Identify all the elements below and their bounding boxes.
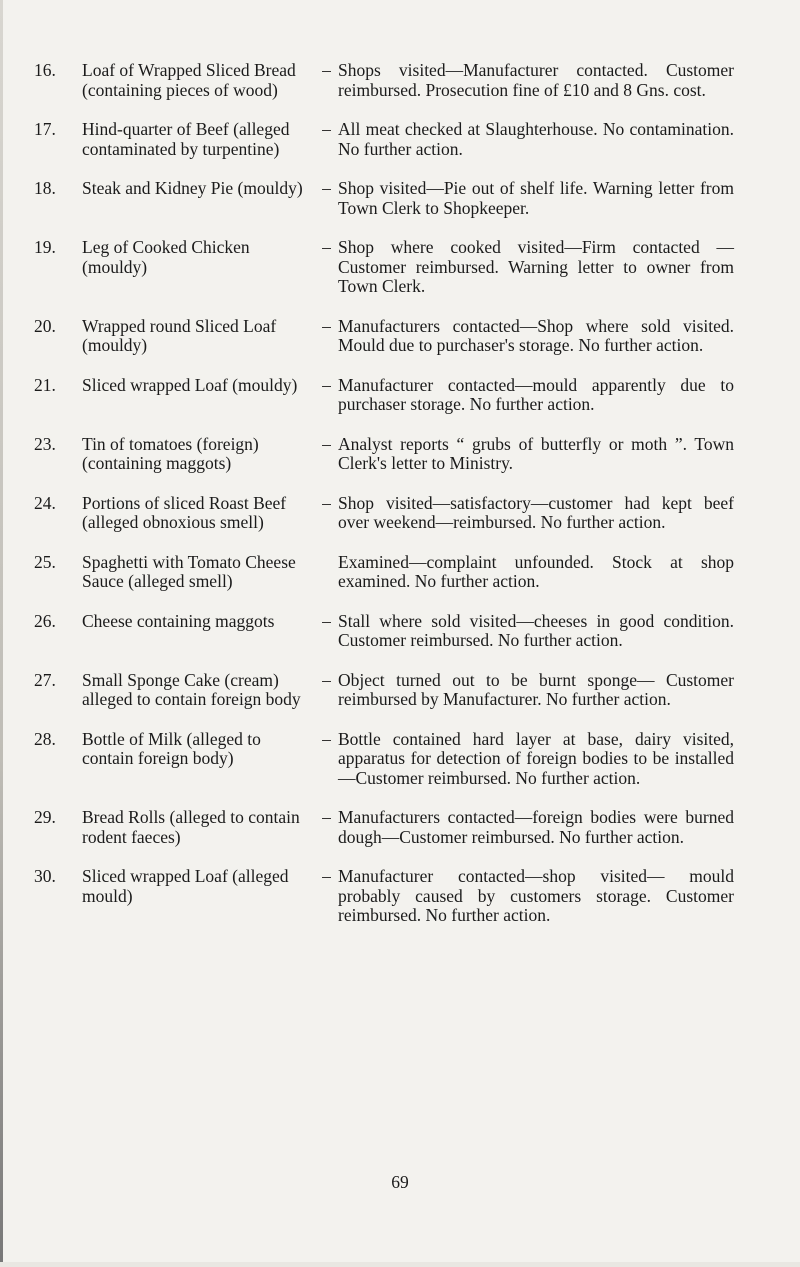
- list-item: [34, 61, 774, 100]
- entry-dash: –: [322, 315, 331, 336]
- entry-number: 17.: [34, 119, 56, 139]
- list-item: [34, 730, 774, 789]
- entry-number: 28.: [34, 728, 56, 749]
- entry-item: Bread Rolls (alleged to contain rodent faeces): [82, 807, 300, 847]
- entry-action: All meat checked at Slaughterhouse. No contamination. No further action.: [338, 119, 734, 159]
- entry-number: 16.: [34, 60, 56, 80]
- entry-action: Shop visited—Pie out of shelf life. Warning letter from Town Clerk to Shopkeeper.: [338, 178, 734, 218]
- list-item: [34, 808, 774, 847]
- entry-number: 24.: [34, 492, 56, 513]
- entry-item: Sliced wrapped Loaf (alleged mould): [82, 866, 289, 906]
- entry-dash: –: [322, 374, 331, 395]
- entry-action: Shop where cooked visited—Firm contacted —Customer reimbursed. Warning letter to owner from Town Clerk.: [338, 237, 734, 296]
- entry-dash: –: [322, 178, 331, 198]
- page-edge: [0, 0, 3, 1267]
- entry-number: 30.: [34, 866, 56, 886]
- entry-number: 20.: [34, 315, 56, 336]
- entry-dash: –: [322, 492, 331, 513]
- entry-dash: –: [322, 433, 331, 454]
- entry-item: Small Sponge Cake (cream) alleged to contain foreign body: [82, 669, 301, 709]
- entry-action: Object turned out to be burnt sponge— Customer reimbursed by Manufacturer. No further action.: [338, 669, 734, 709]
- list-item: [34, 671, 774, 710]
- list-item: [34, 553, 774, 592]
- entry-dash: –: [322, 119, 331, 139]
- entry-dash: –: [322, 60, 331, 80]
- entry-action: Shop visited—satisfactory—customer had kept beef over weekend—reimbursed. No further action.: [338, 492, 734, 532]
- entry-item: Loaf of Wrapped Sliced Bread (containing pieces of wood): [82, 60, 296, 100]
- entry-action: Manufacturer contacted—mould apparently due to purchaser storage. No further action.: [338, 374, 734, 414]
- page-bottom-edge: [0, 1262, 800, 1267]
- entry-action: Analyst reports “ grubs of butterfly or moth ”. Town Clerk's letter to Ministry.: [338, 433, 734, 473]
- entry-item: Cheese containing maggots: [82, 610, 275, 631]
- entry-number: 25.: [34, 551, 56, 572]
- entry-action: Bottle contained hard layer at base, dairy visited, apparatus for detection of foreign bodies to be installed—Customer reimbursed. No further action.: [338, 728, 734, 788]
- entry-dash: –: [322, 866, 331, 886]
- entry-number: 26.: [34, 610, 56, 631]
- entry-item: Tin of tomatoes (foreign) (containing maggots): [82, 433, 259, 473]
- list-item: [34, 317, 774, 356]
- entry-item: Spaghetti with Tomato Cheese Sauce (alleged smell): [82, 551, 296, 591]
- entry-action: Manufacturer contacted—shop visited— mould probably caused by customers storage. Customer reimbursed. No further action.: [338, 866, 734, 925]
- entry-dash: –: [322, 669, 331, 690]
- entry-number: 21.: [34, 374, 56, 395]
- entry-action: Examined—complaint unfounded. Stock at shop examined. No further action.: [338, 551, 734, 591]
- page-number: 69: [391, 1172, 409, 1192]
- list-item: [34, 867, 774, 926]
- entry-dash: –: [322, 237, 331, 257]
- list-item: [34, 179, 774, 218]
- entry-number: 23.: [34, 433, 56, 454]
- entry-number: 19.: [34, 237, 56, 257]
- entry-action: Manufacturers contacted—foreign bodies were burned dough—Customer reimbursed. No further action.: [338, 807, 734, 847]
- complaints-list: [34, 61, 774, 946]
- list-item: [34, 612, 774, 651]
- list-item: [34, 238, 774, 297]
- entry-dash: –: [322, 728, 331, 749]
- list-item: [34, 435, 774, 474]
- entry-number: 27.: [34, 669, 56, 690]
- entry-dash: –: [322, 807, 331, 827]
- entry-item: Wrapped round Sliced Loaf (mouldy): [82, 315, 277, 355]
- entry-action: Manufacturers contacted—Shop where sold visited. Mould due to purchaser's storage. No further action.: [338, 315, 734, 355]
- entry-number: 29.: [34, 807, 56, 827]
- entry-action: Shops visited—Manufacturer contacted. Customer reimbursed. Prosecution fine of £10 and 8 Gns. cost.: [338, 60, 734, 100]
- entry-item: Bottle of Milk (alleged to contain foreign body): [82, 728, 261, 768]
- entry-number: 18.: [34, 178, 56, 198]
- entry-dash: –: [322, 610, 331, 631]
- list-item: [34, 376, 774, 415]
- entry-item: Leg of Cooked Chicken (mouldy): [82, 237, 250, 277]
- entry-item: Portions of sliced Roast Beef (alleged obnoxious smell): [82, 492, 287, 532]
- entry-item: Hind-quarter of Beef (alleged contaminated by turpentine): [82, 119, 290, 159]
- entry-item: Steak and Kidney Pie (mouldy): [82, 178, 303, 198]
- entry-action: Stall where sold visited—cheeses in good condition. Customer reimbursed. No further action.: [338, 610, 734, 650]
- list-item: [34, 120, 774, 159]
- entry-item: Sliced wrapped Loaf (mouldy): [82, 374, 298, 395]
- list-item: [34, 494, 774, 533]
